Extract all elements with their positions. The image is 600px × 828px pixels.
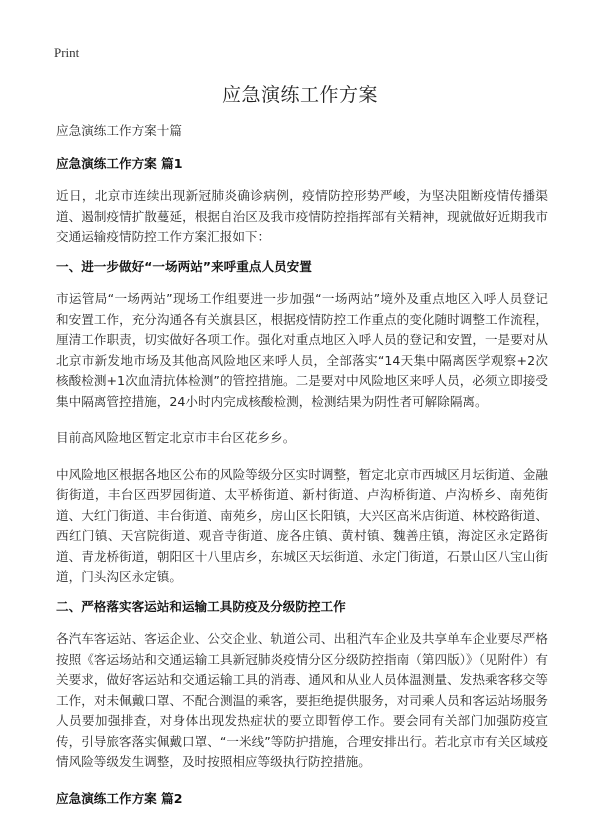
document-body	[56, 121, 548, 809]
section-heading-2: 二、严格落实客运站和运输工具防疫及分级防控工作	[56, 598, 346, 614]
section1-paragraph-1: 市运管局“一场两站”现场工作组要进一步加强“一场两站”境外及重点地区入呼人员登记和安置工作，充分沟通各有关旗县区，根据疫情防控工作重点的变化随时调整工作流程，厘清工作职责，切实做好各项工作。强化对重点地区入呼人员的登记和安置，一是要对从北京市新发地市场及其他高风险地区来呼人员，全部落实“14天集中隔离医学观察+2次核酸检测+1次血清抗体检测”的管控措施。二是要对中风险地区来呼人员，必须立即接受集中隔离管控措施，24小时内完成核酸检测，检测结果为阴性者可解除隔离。	[56, 291, 548, 409]
print-link[interactable]: Print	[54, 45, 80, 60]
article-heading-2: 应急演练工作方案 篇2	[56, 790, 183, 806]
intro-paragraph: 近日，北京市连续出现新冠肺炎确诊病例，疫情防控形势严峻，为坚决阻断疫情传播渠道、遏制疫情扩散蔓延，根据自治区及我市疫情防控指挥部有关精神，现就做好近期我市交通运输疫情防控工作方案汇报如下：	[56, 188, 548, 244]
section1-paragraph-3: 中风险地区根据各地区公布的风险等级分区实时调整，暂定北京市西城区月坛街道、金融街街道，丰台区西罗园街道、太平桥街道、新村街道、卢沟桥街道、卢沟桥乡、南苑街道、大红门街道、丰台街道、南苑乡，房山区长阳镇，大兴区高米店街道、林校路街道、西红门镇、天宫院街道、观音寺街道、庞各庄镇、黄村镇、魏善庄镇，海淀区永定路街道、青龙桥街道，朝阳区十八里店乡，东城区天坛街道、永定门街道，石景山区八宝山街道，门头沟区永定镇。	[56, 466, 548, 584]
section1-paragraph-2: 目前高风险地区暂定北京市丰台区花乡乡。	[56, 430, 296, 445]
document-subtitle: 应急演练工作方案十篇	[56, 123, 182, 138]
document-title: 应急演练工作方案	[221, 84, 378, 106]
section2-paragraph-1: 各汽车客运站、客运企业、公交企业、轨道公司、出租汽车企业及共享单车企业要尽严格按照《客运场站和交通运输工具新冠肺炎疫情分区分级防控指南（第四版）》（见附件）有关要求，做好客运站和交通运输工具的消毒、通风和从业人员体温测量、发热乘客移交等工作，对未佩戴口罩、不配合测温的乘客，要拒绝提供服务，对司乘人员和客运站场服务人员要加强排查，对身体出现发热症状的要立即暂停工作。要会同有关部门加强防疫宣传，引导旅客落实佩戴口罩、“一米线”等防护措施，合理安排出行。若北京市有关区域疫情风险等级发生调整，及时按照相应等级执行防控措施。	[56, 631, 548, 769]
section-heading-1: 一、进一步做好“一场两站”来呼重点人员安置	[56, 258, 312, 274]
article-heading-1: 应急演练工作方案 篇1	[56, 155, 183, 171]
